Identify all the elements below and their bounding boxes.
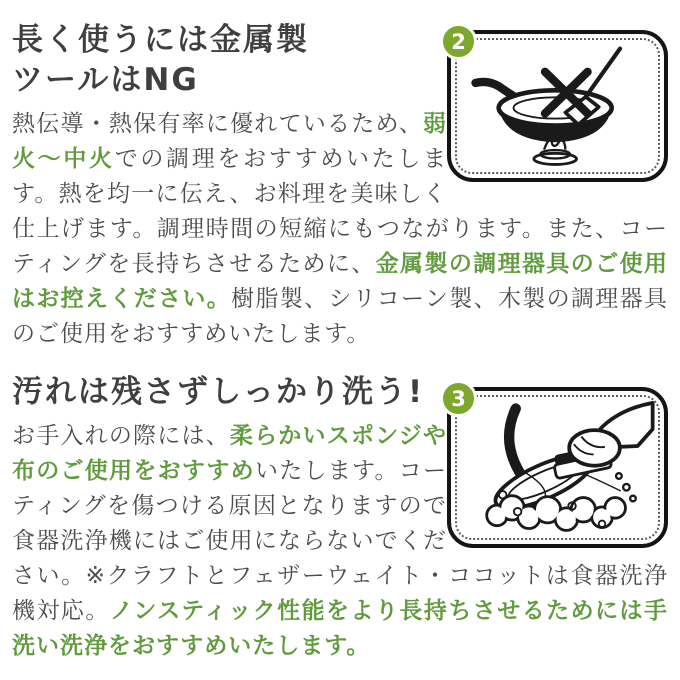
- hand-washing-pan-with-sponge-icon: [451, 391, 664, 544]
- section-wash-thoroughly: [12, 372, 668, 664]
- section2-heading-line: 汚れは残さずしっかり洗う!: [12, 374, 425, 410]
- emphasis-text: 柔らかいスポンジや布のご使用をおすすめ: [12, 423, 447, 484]
- illustration-card-hand-washing: [447, 387, 668, 548]
- section1-heading-line1: 長く使うには金属製: [12, 22, 309, 58]
- illustration-card-no-metal-tools: [447, 30, 668, 182]
- step-3-badge: 3: [440, 380, 477, 417]
- plain-text: 熱伝導・熱保有率に優れているため、: [12, 111, 423, 137]
- plain-text: お手入れの際には、: [12, 423, 230, 449]
- emphasis-text: 弱火〜中火: [12, 111, 447, 172]
- plain-text: いたします。コーティングを傷つける原因となりますので食器洗浄機にはご使用にならないでください。※クラフトとフェザーウェイト・ココットは食器洗浄機対応。: [12, 458, 668, 624]
- emphasis-text: ノンスティック性能をより長持ちさせるためには手洗い洗浄をおすすめいたします。: [12, 598, 669, 659]
- step-2-badge: 2: [440, 23, 477, 60]
- emphasis-text: 金属製の調理器具のご使用はお控えください。: [12, 251, 668, 312]
- section-metal-tools-ng: [12, 20, 668, 352]
- pan-on-stove-crossed-metal-tool-icon: [451, 34, 664, 178]
- section1-heading-line2: ツールはNG: [12, 62, 199, 98]
- plain-text: での調理をおすすめいたします。熱を均一に伝え、お料理を美味しく仕上げます。調理時間の短縮にもつながります。また、コーティングを長持ちさせるために、: [12, 146, 668, 277]
- plain-text: 樹脂製、シリコーン製、木製の調理器具のご使用をおすすめいたします。: [12, 286, 668, 347]
